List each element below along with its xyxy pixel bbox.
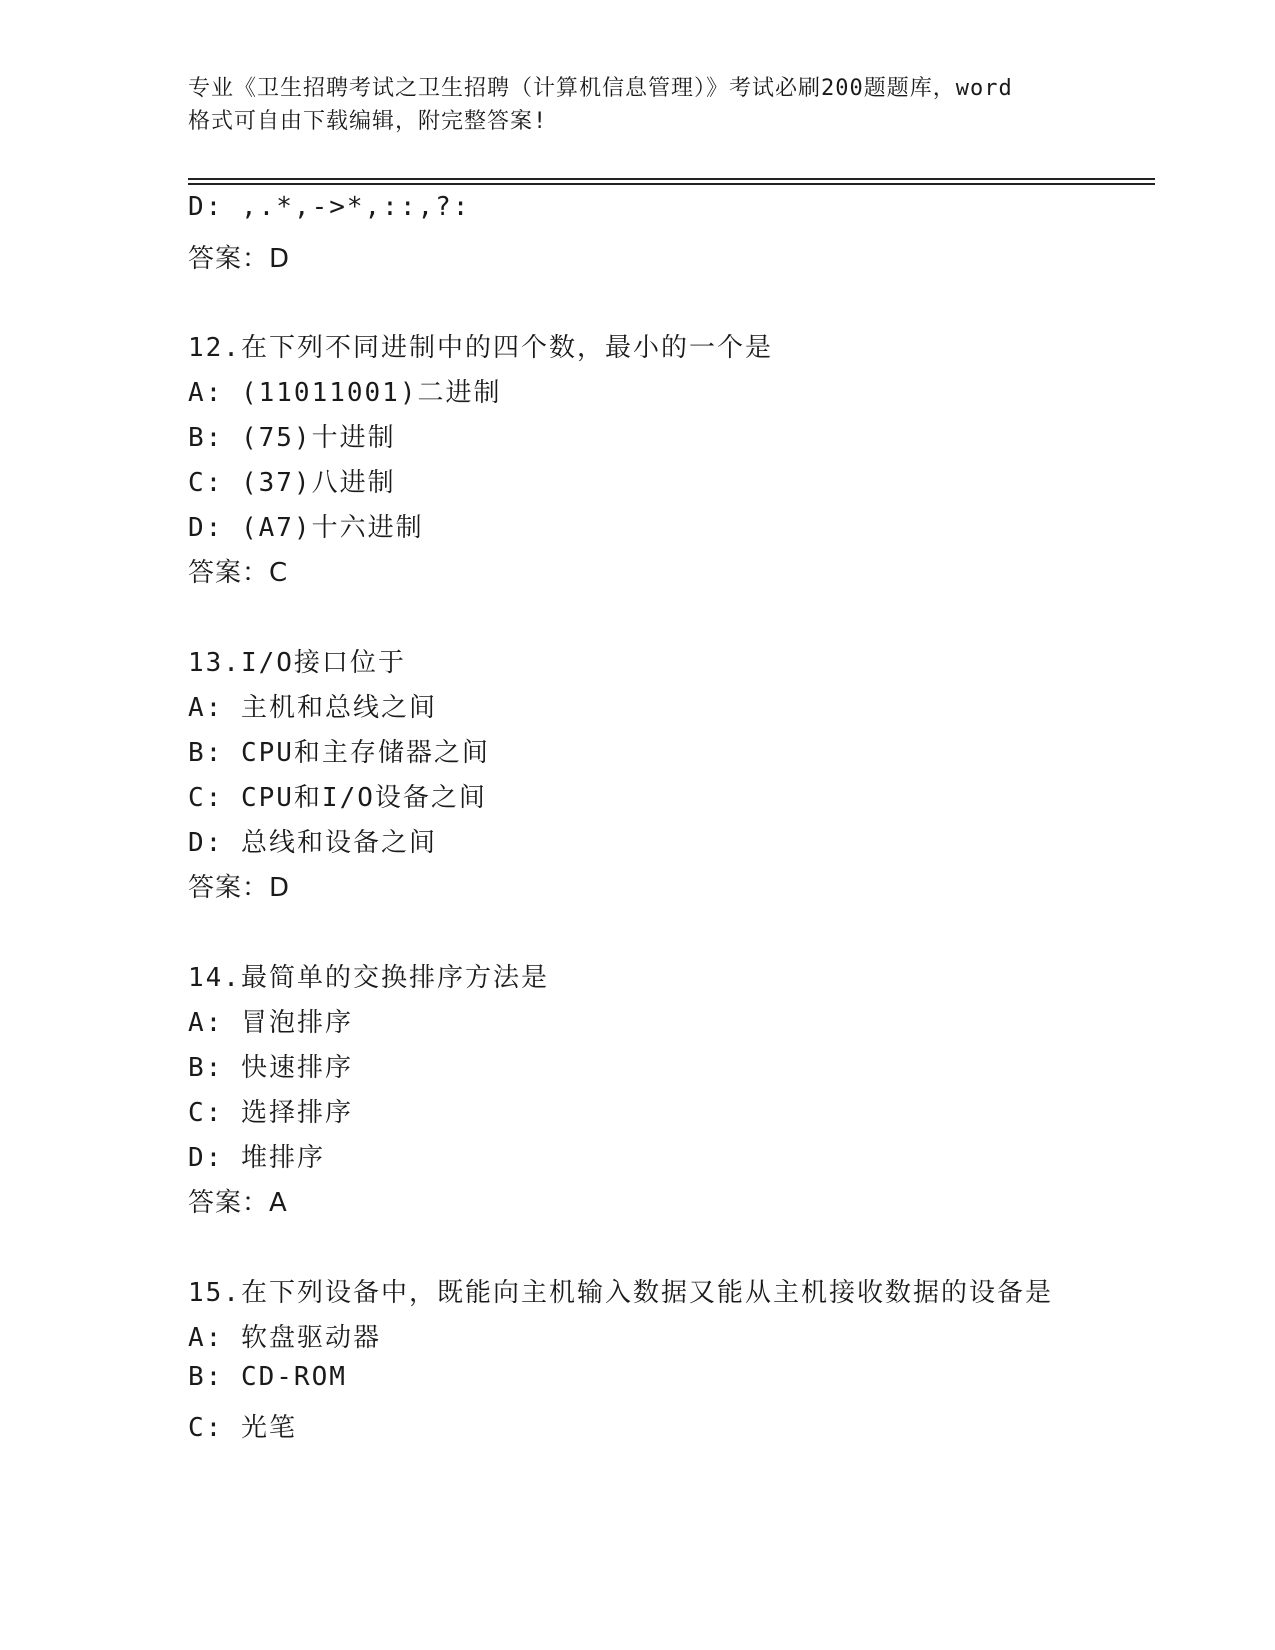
q13-option-c: C: CPU和I/O设备之间 — [188, 783, 487, 813]
q12-answer: 答案：C — [188, 558, 289, 588]
document-header — [188, 72, 1088, 138]
q13-option-b: B: CPU和主存储器之间 — [188, 738, 490, 768]
q15-option-c: C: 光笔 — [188, 1413, 297, 1443]
q14-option-a: A: 冒泡排序 — [188, 1008, 353, 1038]
q15-option-a: A: 软盘驱动器 — [188, 1323, 381, 1353]
q12-question: 12.在下列不同进制中的四个数，最小的一个是 — [188, 333, 773, 363]
q12-option-a: A: (11011001)二进制 — [188, 378, 502, 408]
q15-question: 15.在下列设备中，既能向主机输入数据又能从主机接收数据的设备是 — [188, 1278, 1053, 1308]
q13-option-d: D: 总线和设备之间 — [188, 828, 437, 858]
q14-option-d: D: 堆排序 — [188, 1143, 325, 1173]
q11-answer: 答案：D — [188, 244, 291, 274]
q12-option-d: D: (A7)十六进制 — [188, 513, 424, 543]
q12-option-b: B: (75)十进制 — [188, 423, 396, 453]
q13-question: 13.I/O接口位于 — [188, 648, 406, 678]
q12-option-c: C: (37)八进制 — [188, 468, 396, 498]
q14-option-c: C: 选择排序 — [188, 1098, 353, 1128]
header-divider-bottom — [188, 183, 1155, 185]
q14-option-b: B: 快速排序 — [188, 1053, 353, 1083]
q14-answer: 答案：A — [188, 1188, 288, 1218]
header-line-2: 格式可自由下载编辑，附完整答案! — [188, 109, 548, 134]
q11-option-d: D: ,.*,->*,::,?: — [188, 192, 471, 222]
header-line-1: 专业《卫生招聘考试之卫生招聘（计算机信息管理）》考试必刷200题题库，word — [188, 76, 1013, 101]
header-divider-top — [188, 178, 1155, 180]
q13-answer: 答案：D — [188, 873, 291, 903]
q15-option-b: B: CD-ROM — [188, 1362, 347, 1392]
q13-option-a: A: 主机和总线之间 — [188, 693, 437, 723]
q14-question: 14.最简单的交换排序方法是 — [188, 963, 549, 993]
